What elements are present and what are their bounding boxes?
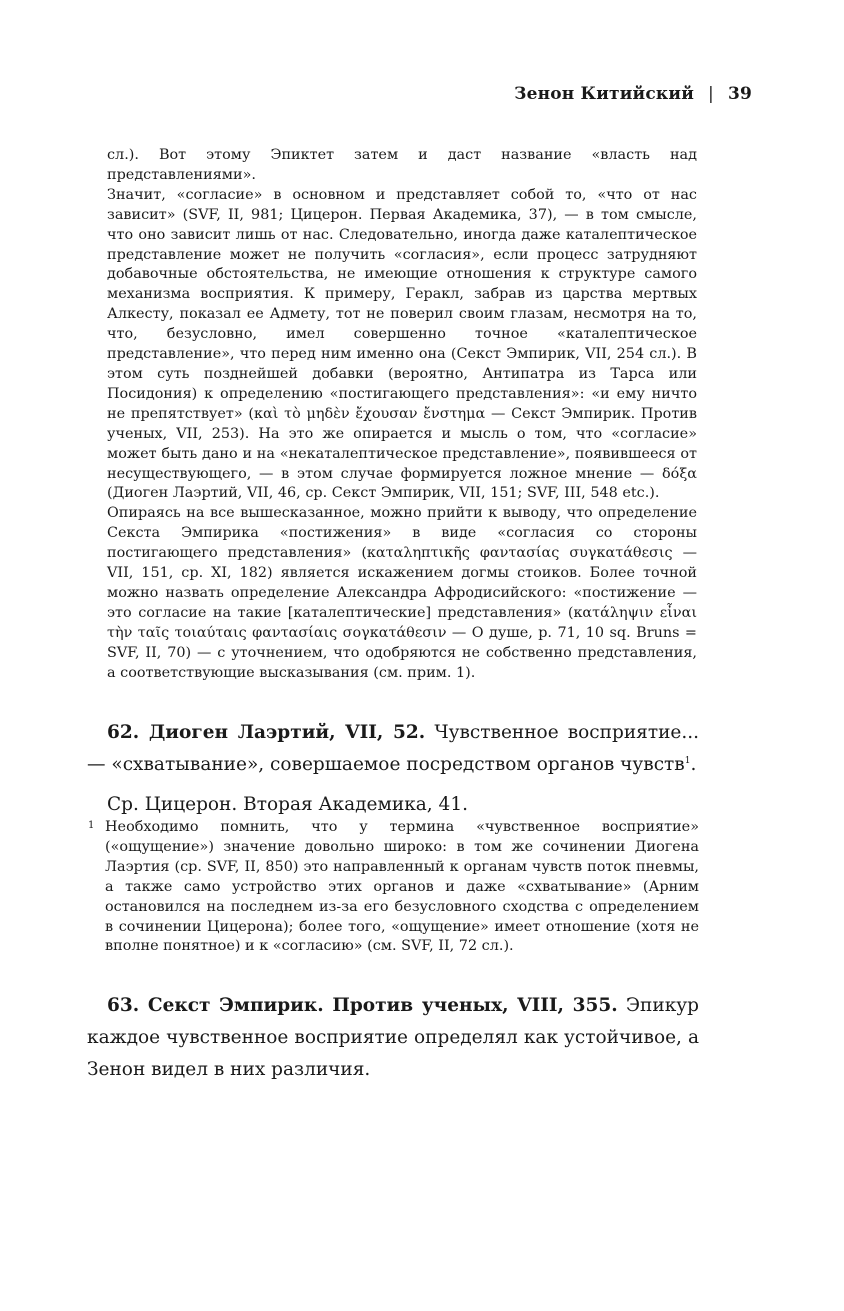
entry-62-cross-reference: Ср. Цицерон. Вторая Академика, 41.: [107, 794, 468, 815]
entry-62-heading: 62. Диоген Лаэртий, VII, 52.: [107, 722, 426, 743]
entry-63-body: Эпикур каждое чувственное восприятие определял как устойчивое, а Зенон видел в них различия.: [87, 995, 699, 1080]
entry-62-text: [87, 717, 699, 781]
commentary-notes: [107, 146, 697, 683]
header-separator: |: [708, 84, 714, 104]
footnote-marker: 1: [88, 820, 95, 831]
footnote-reference[interactable]: 1: [684, 755, 691, 766]
footnote-1: [88, 818, 699, 957]
entry-62-body: Чувственное восприятие... — «схватывание», совершаемое посредством органов чувств: [87, 722, 699, 775]
entry-63: [87, 990, 699, 1086]
entry-62: [87, 717, 699, 821]
entry-62-end: .: [690, 754, 697, 775]
footnote-text: Необходимо помнить, что у термина «чувственное восприятие» («ощущение») значение довольно широко: в том же сочинении Диогена Лаэртия (ср. SVF, II, 850) это направленный к органам чувств поток пневмы, а также само устройство этих органов и даже «схватывание» (Арним остановился на последнем из-за его безусловного сходства с определением в сочинении Цицерона); более того, «ощущение» имеет отношение (хотя не вполне понятное) и к «согласию» (см. SVF, II, 72 сл.).: [105, 819, 699, 955]
entry-63-heading: 63. Секст Эмпирик. Против ученых, VIII, 355.: [107, 995, 618, 1016]
entry-63-text: [87, 990, 699, 1086]
note-paragraph-1: сл.). Вот этому Эпиктет затем и даст название «власть над представлениями».: [107, 147, 697, 183]
running-header: [514, 84, 752, 104]
running-title: Зенон Китийский: [514, 84, 694, 104]
note-paragraph-3: Опираясь на все вышесказанное, можно прийти к выводу, что определение Секста Эмпирика «постижения» в виде «согласия со стороны постигающего представления» (καταληπτικῆς φαντασίας συγκατάθεσις — VII, 151, ср. XI, 182) является искажением догмы стоиков. Более точной можно назвать определение Александра Афродисийского: «постижение — это согласие на такие [каталептические] представления» (κατάληψιν εἶναι τὴν ταῖς τοιαύταις φαντασίαις σογκατάθεσιν — О душе, p. 71, 10 sq. Bruns = SVF, II, 70) — с уточнением, что одобряются не собственно представления, а соответствующие высказывания (см. прим. 1).: [107, 505, 697, 681]
note-paragraph-2: Значит, «согласие» в основном и представляет собой то, «что от нас зависит» (SVF, II, 981; Цицерон. Первая Академика, 37), — в том смысле, что оно зависит лишь от нас. Следовательно, иногда даже каталептическое представление может не получить «согласия», если процесс затрудняют добавочные обстоятельства, не имеющие отношения к структуре самого механизма восприятия. К примеру, Геракл, забрав из царства мертвых Алкесту, показал ее Адмету, тот не поверил своим глазам, несмотря на то, что, безусловно, имел совершенно точное «каталептическое представление», что перед ним именно она (Секст Эмпирик, VII, 254 сл.). В этом суть позднейшей добавки (вероятно, Антипатра из Тарса или Посидония) к определению «постигающего представления»: «и ему ничто не препятствует» (καὶ τὸ μηδὲν ἔχουσαν ἔνστημα — Секст Эмпирик. Против ученых, VII, 253). На это же опирается и мысль о том, что «согласие» может быть дано и на «некаталептическое представление», появившееся от несуществующего, — в этом случае формируется ложное мнение — δόξα (Диоген Лаэртий, VII, 46, ср. Секст Эмпирик, VII, 151; SVF, III, 548 etc.).: [107, 186, 697, 502]
page-number: 39: [727, 84, 752, 104]
